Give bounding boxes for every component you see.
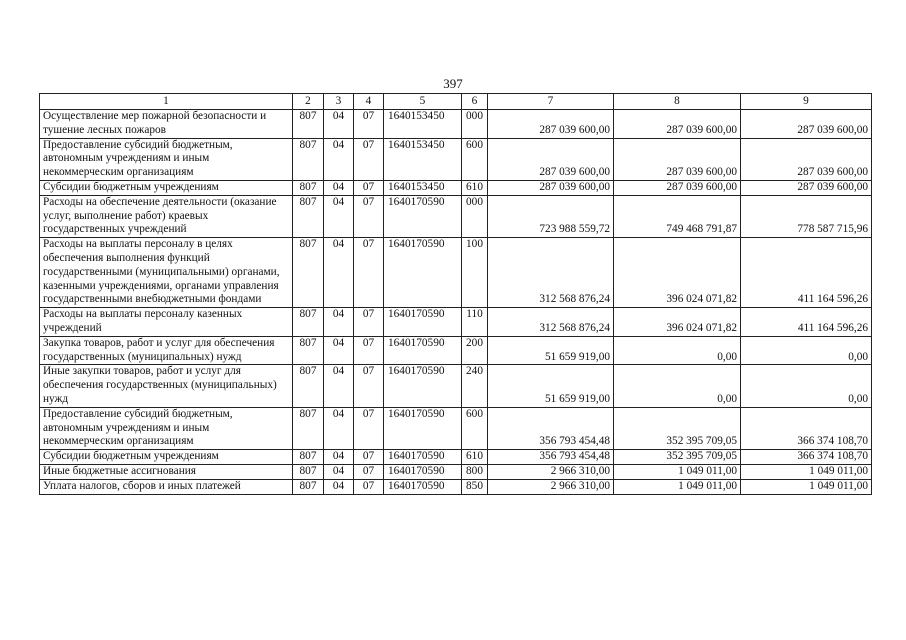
code-cell: 1640170590 <box>384 407 462 449</box>
amount-cell: 352 395 709,05 <box>614 450 741 465</box>
column-header: 3 <box>324 94 354 110</box>
table-row <box>40 479 872 494</box>
amount-cell: 312 568 876,24 <box>488 308 614 337</box>
table-row <box>40 238 872 308</box>
code-cell: 07 <box>354 308 384 337</box>
amount-cell: 396 024 071,82 <box>614 238 741 308</box>
code-cell: 807 <box>293 336 324 365</box>
amount-cell: 287 039 600,00 <box>488 180 614 195</box>
column-header: 2 <box>293 94 324 110</box>
code-cell: 1640170590 <box>384 308 462 337</box>
code-cell: 04 <box>324 195 354 237</box>
code-cell: 04 <box>324 180 354 195</box>
table-row <box>40 450 872 465</box>
code-cell: 1640170590 <box>384 464 462 479</box>
code-cell: 100 <box>462 238 488 308</box>
row-name-cell: Предоставление субсидий бюджетным, автономным учреждениям и иным некоммерческим организациям <box>40 407 293 449</box>
code-cell: 07 <box>354 464 384 479</box>
code-cell: 240 <box>462 365 488 407</box>
amount-cell: 287 039 600,00 <box>614 180 741 195</box>
row-name-cell: Иные закупки товаров, работ и услуг для обеспечения государственных (муниципальных) нужд <box>40 365 293 407</box>
code-cell: 807 <box>293 238 324 308</box>
code-cell: 807 <box>293 138 324 180</box>
amount-cell: 0,00 <box>741 365 872 407</box>
column-header: 4 <box>354 94 384 110</box>
code-cell: 807 <box>293 450 324 465</box>
code-cell: 07 <box>354 479 384 494</box>
amount-cell: 312 568 876,24 <box>488 238 614 308</box>
column-header: 8 <box>614 94 741 110</box>
code-cell: 600 <box>462 407 488 449</box>
amount-cell: 287 039 600,00 <box>488 138 614 180</box>
code-cell: 807 <box>293 110 324 139</box>
code-cell: 807 <box>293 407 324 449</box>
row-name-cell: Расходы на выплаты персоналу в целях обеспечения выполнения функций государственными (муниципальными) органами, казенными учреждениями, органами управления государственными внебюджетными фондами <box>40 238 293 308</box>
column-header: 6 <box>462 94 488 110</box>
column-header: 9 <box>741 94 872 110</box>
column-header: 7 <box>488 94 614 110</box>
code-cell: 07 <box>354 450 384 465</box>
code-cell: 000 <box>462 110 488 139</box>
amount-cell: 287 039 600,00 <box>614 138 741 180</box>
amount-cell: 287 039 600,00 <box>741 110 872 139</box>
code-cell: 07 <box>354 180 384 195</box>
amount-cell: 396 024 071,82 <box>614 308 741 337</box>
code-cell: 04 <box>324 336 354 365</box>
code-cell: 07 <box>354 407 384 449</box>
row-name-cell: Предоставление субсидий бюджетным, автономным учреждениям и иным некоммерческим организациям <box>40 138 293 180</box>
table-row <box>40 308 872 337</box>
code-cell: 807 <box>293 308 324 337</box>
table-row <box>40 110 872 139</box>
code-cell: 807 <box>293 464 324 479</box>
column-header: 1 <box>40 94 293 110</box>
code-cell: 1640153450 <box>384 110 462 139</box>
amount-cell: 1 049 011,00 <box>614 464 741 479</box>
code-cell: 1640153450 <box>384 138 462 180</box>
header-row <box>40 94 872 110</box>
amount-cell: 51 659 919,00 <box>488 336 614 365</box>
code-cell: 600 <box>462 138 488 180</box>
code-cell: 1640170590 <box>384 238 462 308</box>
amount-cell: 778 587 715,96 <box>741 195 872 237</box>
table-row <box>40 180 872 195</box>
amount-cell: 51 659 919,00 <box>488 365 614 407</box>
code-cell: 04 <box>324 238 354 308</box>
row-name-cell: Уплата налогов, сборов и иных платежей <box>40 479 293 494</box>
code-cell: 1640153450 <box>384 180 462 195</box>
table-row <box>40 138 872 180</box>
code-cell: 1640170590 <box>384 336 462 365</box>
row-name-cell: Расходы на выплаты персоналу казенных учреждений <box>40 308 293 337</box>
page-number: 397 <box>443 76 463 91</box>
amount-cell: 0,00 <box>614 365 741 407</box>
code-cell: 07 <box>354 336 384 365</box>
code-cell: 800 <box>462 464 488 479</box>
amount-cell: 411 164 596,26 <box>741 238 872 308</box>
amount-cell: 2 966 310,00 <box>488 479 614 494</box>
row-name-cell: Расходы на обеспечение деятельности (оказание услуг, выполнение работ) краевых государственных учреждений <box>40 195 293 237</box>
amount-cell: 366 374 108,70 <box>741 407 872 449</box>
column-header: 5 <box>384 94 462 110</box>
code-cell: 1640170590 <box>384 195 462 237</box>
amount-cell: 1 049 011,00 <box>741 479 872 494</box>
code-cell: 07 <box>354 110 384 139</box>
code-cell: 610 <box>462 180 488 195</box>
code-cell: 07 <box>354 195 384 237</box>
amount-cell: 287 039 600,00 <box>741 180 872 195</box>
amount-cell: 411 164 596,26 <box>741 308 872 337</box>
code-cell: 850 <box>462 479 488 494</box>
code-cell: 807 <box>293 479 324 494</box>
code-cell: 200 <box>462 336 488 365</box>
code-cell: 1640170590 <box>384 365 462 407</box>
table-row <box>40 365 872 407</box>
amount-cell: 287 039 600,00 <box>614 110 741 139</box>
code-cell: 807 <box>293 365 324 407</box>
amount-cell: 749 468 791,87 <box>614 195 741 237</box>
row-name-cell: Субсидии бюджетным учреждениям <box>40 450 293 465</box>
amount-cell: 352 395 709,05 <box>614 407 741 449</box>
row-name-cell: Закупка товаров, работ и услуг для обеспечения государственных (муниципальных) нужд <box>40 336 293 365</box>
row-name-cell: Иные бюджетные ассигнования <box>40 464 293 479</box>
table-body <box>40 110 872 495</box>
row-name-cell: Осуществление мер пожарной безопасности и тушение лесных пожаров <box>40 110 293 139</box>
code-cell: 110 <box>462 308 488 337</box>
row-name-cell: Субсидии бюджетным учреждениям <box>40 180 293 195</box>
amount-cell: 287 039 600,00 <box>488 110 614 139</box>
amount-cell: 1 049 011,00 <box>741 464 872 479</box>
code-cell: 610 <box>462 450 488 465</box>
code-cell: 807 <box>293 180 324 195</box>
budget-table <box>39 93 872 495</box>
code-cell: 807 <box>293 195 324 237</box>
code-cell: 04 <box>324 450 354 465</box>
code-cell: 07 <box>354 365 384 407</box>
code-cell: 04 <box>324 479 354 494</box>
amount-cell: 287 039 600,00 <box>741 138 872 180</box>
code-cell: 04 <box>324 464 354 479</box>
amount-cell: 366 374 108,70 <box>741 450 872 465</box>
amount-cell: 0,00 <box>741 336 872 365</box>
table-row <box>40 464 872 479</box>
code-cell: 1640170590 <box>384 450 462 465</box>
amount-cell: 1 049 011,00 <box>614 479 741 494</box>
amount-cell: 356 793 454,48 <box>488 450 614 465</box>
code-cell: 04 <box>324 308 354 337</box>
amount-cell: 723 988 559,72 <box>488 195 614 237</box>
table-row <box>40 336 872 365</box>
code-cell: 07 <box>354 238 384 308</box>
code-cell: 000 <box>462 195 488 237</box>
code-cell: 04 <box>324 407 354 449</box>
amount-cell: 356 793 454,48 <box>488 407 614 449</box>
code-cell: 04 <box>324 110 354 139</box>
code-cell: 07 <box>354 138 384 180</box>
code-cell: 1640170590 <box>384 479 462 494</box>
table-row <box>40 195 872 237</box>
table-row <box>40 407 872 449</box>
amount-cell: 0,00 <box>614 336 741 365</box>
code-cell: 04 <box>324 365 354 407</box>
code-cell: 04 <box>324 138 354 180</box>
amount-cell: 2 966 310,00 <box>488 464 614 479</box>
